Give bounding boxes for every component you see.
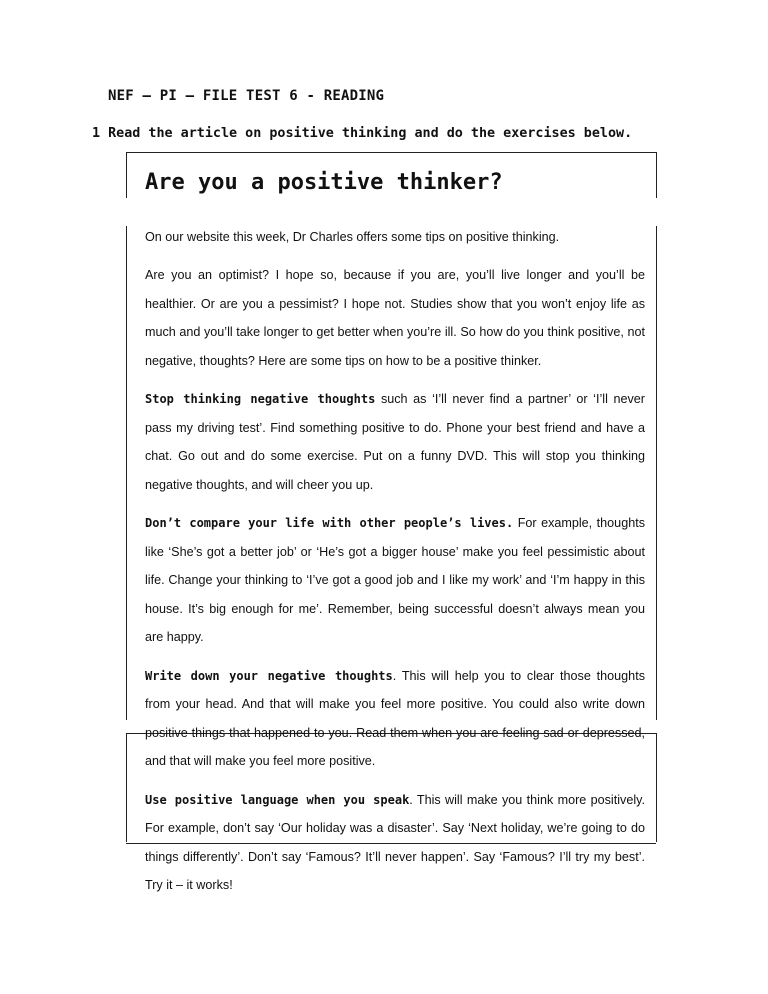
tip-text-1: such as ‘I’ll never find a partner’ or ‘I’ll never pass my driving test’. Find something positive to do. Phone your best friend and have a chat. Go out and do some exercise. Put on a funny DVD. This will stop you thinking negative thoughts, and will cheer you up. — [145, 392, 645, 492]
article-title: Are you a positive thinker? — [145, 170, 503, 195]
tip-paragraph-1 — [145, 385, 645, 499]
article-intro: On our website this week, Dr Charles offers some tips on positive thinking. — [145, 230, 560, 244]
tip-paragraph-3 — [145, 662, 645, 776]
tip-paragraph-2 — [145, 509, 645, 652]
tip-text-4: . This will make you think more positively. For example, don’t say ‘Our holiday was a disaster’. Say ‘Next holiday, we’re going to do things differently’. Don’t say ‘Famous? It’ll never happen’. Say ‘Famous? I’ll try my best’. Try it – it works! — [145, 792, 645, 892]
tip-heading-4: Use positive language when you speak — [145, 792, 410, 807]
exercise-instruction: 1 Read the article on positive thinking and do the exercises below. — [92, 126, 633, 141]
frame-border-left-top — [126, 152, 127, 198]
tip-heading-3: Write down your negative thoughts — [145, 668, 393, 683]
article-body — [145, 226, 645, 910]
tip-text-3: . This will help you to clear those thoughts from your head. And that will make you feel more positive. You could also write down positive things that happened to you. Read them when you are feeling sad or depressed, and that will make you feel more positive. — [145, 668, 645, 768]
frame-border-left-middle — [126, 226, 127, 720]
frame-border-right-top — [656, 152, 657, 198]
tip-paragraph-4 — [145, 786, 645, 900]
frame-border-right-bottom — [656, 733, 657, 842]
document-header: NEF – PI – FILE TEST 6 - READING — [108, 88, 385, 104]
tip-heading-2: Don’t compare your life with other people’s lives. — [145, 516, 514, 530]
frame-border-right-middle — [656, 226, 657, 720]
tip-heading-1: Stop thinking negative thoughts — [145, 392, 376, 406]
tip-text-2: For example, thoughts like ‘She’s got a better job’ or ‘He’s got a bigger house’ make you feel pessimistic about life. Change your thinking to ‘I’ve got a good job and I like my work’ and ‘I’m happy in this house. It’s big enough for me’. Remember, being successful doesn’t always mean you are happy. — [145, 516, 645, 644]
frame-border-left-bottom — [126, 733, 127, 842]
article-paragraph-1: Are you an optimist? I hope so, because if you are, you’ll live longer and you’ll be healthier. Or are you a pessimist? I hope not. Studies show that you won’t enjoy life as much and you’ll take longer to get better when you’re ill. So how do you think positive, not negative, thoughts? Here are some tips on how to be a positive thinker. — [145, 268, 645, 368]
